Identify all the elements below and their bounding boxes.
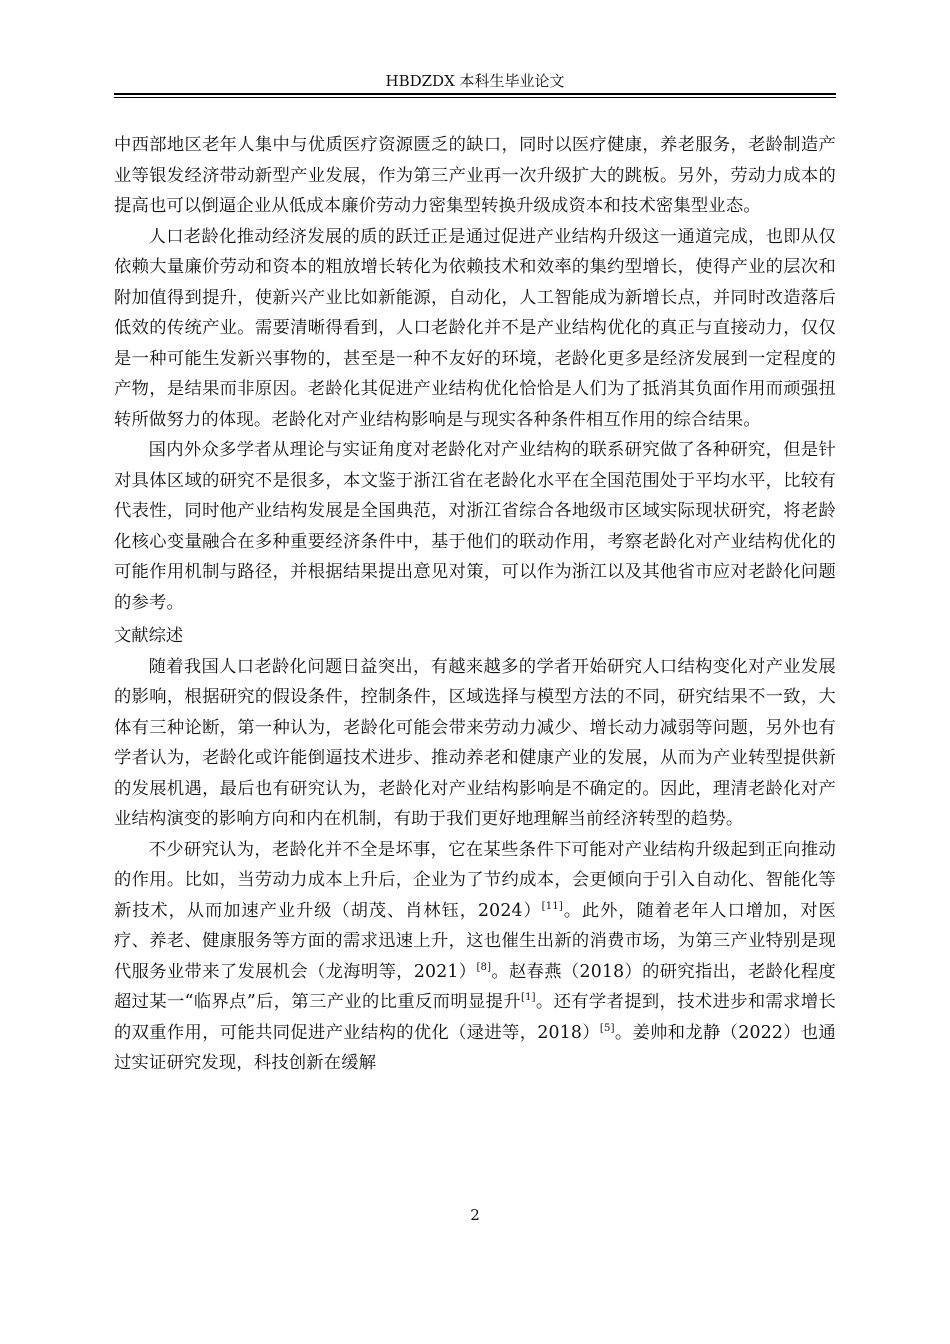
paragraph-2: 人口老龄化推动经济发展的质的跃迁正是通过促进产业结构升级这一通道完成，也即从仅依赖大量廉价劳动和资本的粗放增长转化为依赖技术和效率的集约型增长，使得产业的层次和附加值得到提升，使新兴产业比如新能源，自动化，人工智能成为新增长点，并同时改造落后低效的传统产业。需要清晰得看到，人口老龄化并不是产业结构优化的真正与直接动力，仅仅是一种可能生发新兴事物的，甚至是一种不友好的环境，老龄化更多是经济发展到一定程度的产物，是结果而非原因。老龄化其促进产业结构优化恰恰是人们为了抵消其负面作用而顽强扭转所做努力的体现。老龄化对产业结构影响是与现实各种条件相互作用的综合结果。: [114, 226, 836, 430]
paragraph-4: 随着我国人口老龄化问题日益突出，有越来越多的学者开始研究人口结构变化对产业发展的影响，根据研究的假设条件，控制条件，区域选择与模型方法的不同，研究结果不一致，大体有三种论断，第一种认为，老龄化可能会带来劳动力减少、增长动力减弱等问题，另外也有学者认为，老龄化或许能倒逼技术进步、推动养老和健康产业的发展，从而为产业转型提供新的发展机遇，最后也有研究认为，老龄化对产业结构影响是不确定的。因此，理清老龄化对产业结构演变的影响方向和内在机制，有助于我们更好地理解当前经济转型的趋势。: [114, 656, 836, 829]
citation-ref: [8]: [476, 961, 492, 973]
paragraph-5-text-5: 。姜帅和龙静（2022）也通过实证研究发现，科技创新在缓解: [114, 1022, 837, 1073]
citation-ref: [5]: [599, 1022, 615, 1034]
paragraph-5-text-2: 。此外，随着老年人口增加，对医疗、养老、健康服务等方面的需求迅速上升，这也催生出新的消费市场，为第三产业特别是现代服务业带来了发展机会（龙海明等，2021）: [114, 900, 836, 982]
paragraph-3: 国内外众多学者从理论与实证角度对老龄化对产业结构的联系研究做了各种研究，但是针对具体区域的研究不是很多，本文鉴于浙江省在老龄化水平在全国范围处于平均水平，比较有代表性，同时他产业结构发展是全国典范，对浙江省综合各地级市区域实际现状研究，将老龄化核心变量融合在多种重要经济条件中，基于他们的联动作用，考察老龄化对产业结构优化的可能作用机制与路径，并根据结果提出意见对策，可以作为浙江以及其他省市应对老龄化问题的参考。: [114, 440, 836, 613]
header-rule-thick: [114, 93, 836, 95]
paragraph-5-text-1: 不少研究认为，老龄化并不全是坏事，它在某些条件下可能对产业结构升级起到正向推动的作用。比如，当劳动力成本上升后，企业为了节约成本，会更倾向于引入自动化、智能化等新技术，从而加速产业升级（胡茂、肖林钰，2024）: [114, 839, 836, 921]
document-body: [114, 130, 836, 1079]
section-heading: 文献综述: [114, 626, 184, 646]
citation-ref: [11]: [541, 900, 563, 912]
page-number: 2: [470, 1206, 480, 1224]
running-header: HBDZDX 本科生毕业论文: [385, 72, 565, 90]
paragraph-5-text-3: 。赵春燕（2018）的研究指出，老龄化程度超过某一“临界点”后，第三产业的比重反而明显提升: [114, 961, 836, 1012]
paragraph-5: [114, 835, 836, 1079]
citation-ref: [1]: [520, 992, 536, 1003]
paragraph-5-text-4: 。还有学者提到，技术进步和需求增长的双重作用，可能共同促进产业结构的优化（逯进等，2018）: [114, 992, 836, 1043]
paragraph-1: 中西部地区老年人集中与优质医疗资源匮乏的缺口，同时以医疗健康，养老服务，老龄制造产业等银发经济带动新型产业发展，作为第三产业再一次升级扩大的跳板。另外，劳动力成本的提高也可以倒逼企业从低成本廉价劳动力密集型转换升级成资本和技术密集型业态。: [114, 135, 836, 216]
header-rule-thin: [114, 97, 836, 98]
